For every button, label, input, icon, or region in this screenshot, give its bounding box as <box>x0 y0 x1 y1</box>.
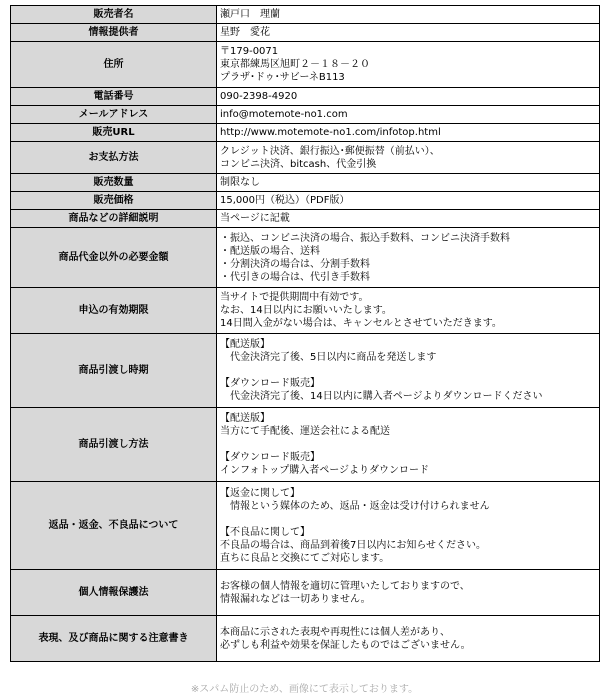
value-line <box>220 513 596 526</box>
table-row <box>11 482 600 570</box>
value-line: 当方にて手配後、運送会社による配送 <box>220 426 390 437</box>
row-label: 住所 <box>11 42 217 88</box>
row-label: 申込の有効期限 <box>11 288 217 334</box>
row-label: 表現、及び商品に関する注意書き <box>11 616 217 662</box>
value-line: 代金決済完了後、14日以内に購入者ページよりダウンロードください <box>220 391 543 402</box>
row-value <box>217 408 600 482</box>
value-line: 当ページに記載 <box>220 213 290 224</box>
row-label: 電話番号 <box>11 88 217 106</box>
value-line: 情報という媒体のため、返品・返金は受け付けられません <box>220 500 490 512</box>
row-value <box>217 228 600 288</box>
table-row <box>11 106 600 124</box>
table-row <box>11 334 600 408</box>
value-line: 【不良品に関して】 <box>220 526 310 538</box>
table-body <box>11 6 600 662</box>
table-row <box>11 88 600 106</box>
value-line: ・代引きの場合は、代引き手数料 <box>220 271 370 283</box>
table-row <box>11 6 600 24</box>
value-line: 【配送版】 <box>220 413 270 424</box>
value-line: 【ダウンロード販売】 <box>220 378 320 389</box>
table-row <box>11 210 600 228</box>
value-line: 〒179-0071 <box>220 46 279 57</box>
value-line: http://www.motemote-no1.com/infotop.html <box>220 127 441 138</box>
table-row <box>11 142 600 174</box>
row-value <box>217 24 600 42</box>
row-value <box>217 616 600 662</box>
row-value <box>217 482 600 570</box>
row-label: 商品引渡し方法 <box>11 408 217 482</box>
specified-commercial-transactions-table <box>10 5 600 662</box>
value-line: お客様の個人情報を適切に管理いたしておりますので、 <box>220 580 470 592</box>
table-row <box>11 228 600 288</box>
row-value <box>217 106 600 124</box>
value-line: 不良品の場合は、商品到着後7日以内にお知らせください。 <box>220 539 487 551</box>
table-row <box>11 174 600 192</box>
value-line <box>220 364 596 377</box>
table-row <box>11 288 600 334</box>
value-line: 瀬戸口 理蘭 <box>220 9 280 20</box>
table-row <box>11 192 600 210</box>
value-line: 星野 愛花 <box>220 27 270 38</box>
row-value <box>217 210 600 228</box>
value-line: ・振込、コンビニ決済の場合、振込手数料、コンビニ決済手数料 <box>220 232 510 244</box>
row-label: 商品などの詳細説明 <box>11 210 217 228</box>
row-value <box>217 192 600 210</box>
value-line: なお、14日以内にお願いいたします。 <box>220 305 392 316</box>
table-row <box>11 616 600 662</box>
value-line: 直ちに良品と交換にてご対応します。 <box>220 552 390 564</box>
row-label: 情報提供者 <box>11 24 217 42</box>
row-value <box>217 42 600 88</box>
value-line: 15,000円（税込）（PDF版） <box>220 195 350 206</box>
row-label: 個人情報保護法 <box>11 570 217 616</box>
value-line: 必ずしも利益や効果を保証したものではございません。 <box>220 639 471 651</box>
value-line: 本商品に示された表現や再現性には個人差があり、 <box>220 626 450 638</box>
value-line: コンビニ決済、bitcash、代金引換 <box>220 158 377 170</box>
value-line: 【ダウンロード販売】 <box>220 452 320 463</box>
table-row <box>11 42 600 88</box>
row-label: 販売数量 <box>11 174 217 192</box>
row-label: 商品引渡し時期 <box>11 334 217 408</box>
row-label: 商品代金以外の必要金額 <box>11 228 217 288</box>
row-value <box>217 174 600 192</box>
row-value <box>217 288 600 334</box>
row-label: 販売URL <box>11 124 217 142</box>
row-value <box>217 334 600 408</box>
value-line: 090-2398-4920 <box>220 91 298 102</box>
row-value <box>217 570 600 616</box>
value-line: 【返金に関して】 <box>220 487 300 499</box>
value-line: 当サイトで提供期間中有効です。 <box>220 292 369 303</box>
value-line: info@motemote-no1.com <box>220 109 348 120</box>
value-line: プラザ･ドゥ･サビーネB113 <box>220 72 345 83</box>
row-value <box>217 6 600 24</box>
spam-notice: ※スパム防止のため、画像にて表示しております。 <box>190 684 419 695</box>
row-label: 販売価格 <box>11 192 217 210</box>
row-label: 返品・返金、不良品について <box>11 482 217 570</box>
value-line <box>220 438 596 451</box>
value-line: 【配送版】 <box>220 339 270 350</box>
table-row <box>11 24 600 42</box>
row-value <box>217 142 600 174</box>
value-line: クレジット決済、銀行振込･郵便振替（前払い）、 <box>220 145 440 157</box>
value-line: ・配送版の場合、送料 <box>220 245 320 257</box>
table-row <box>11 124 600 142</box>
row-value <box>217 124 600 142</box>
row-value <box>217 88 600 106</box>
value-line: インフォトップ購入者ページよりダウンロード <box>220 465 429 476</box>
table-row <box>11 570 600 616</box>
value-line: ・分割決済の場合は、分割手数料 <box>220 258 370 270</box>
row-label: 販売者名 <box>11 6 217 24</box>
row-label: メールアドレス <box>11 106 217 124</box>
value-line: 東京都練馬区旭町２－１８－２０ <box>220 59 370 70</box>
value-line: 情報漏れなどは一切ありません。 <box>220 593 371 605</box>
value-line: 代金決済完了後、5日以内に商品を発送します <box>220 352 437 363</box>
row-label: お支払方法 <box>11 142 217 174</box>
value-line: 14日間入金がない場合は、キャンセルとさせていただきます。 <box>220 318 502 329</box>
value-line: 制限なし <box>220 177 260 188</box>
table-row <box>11 408 600 482</box>
